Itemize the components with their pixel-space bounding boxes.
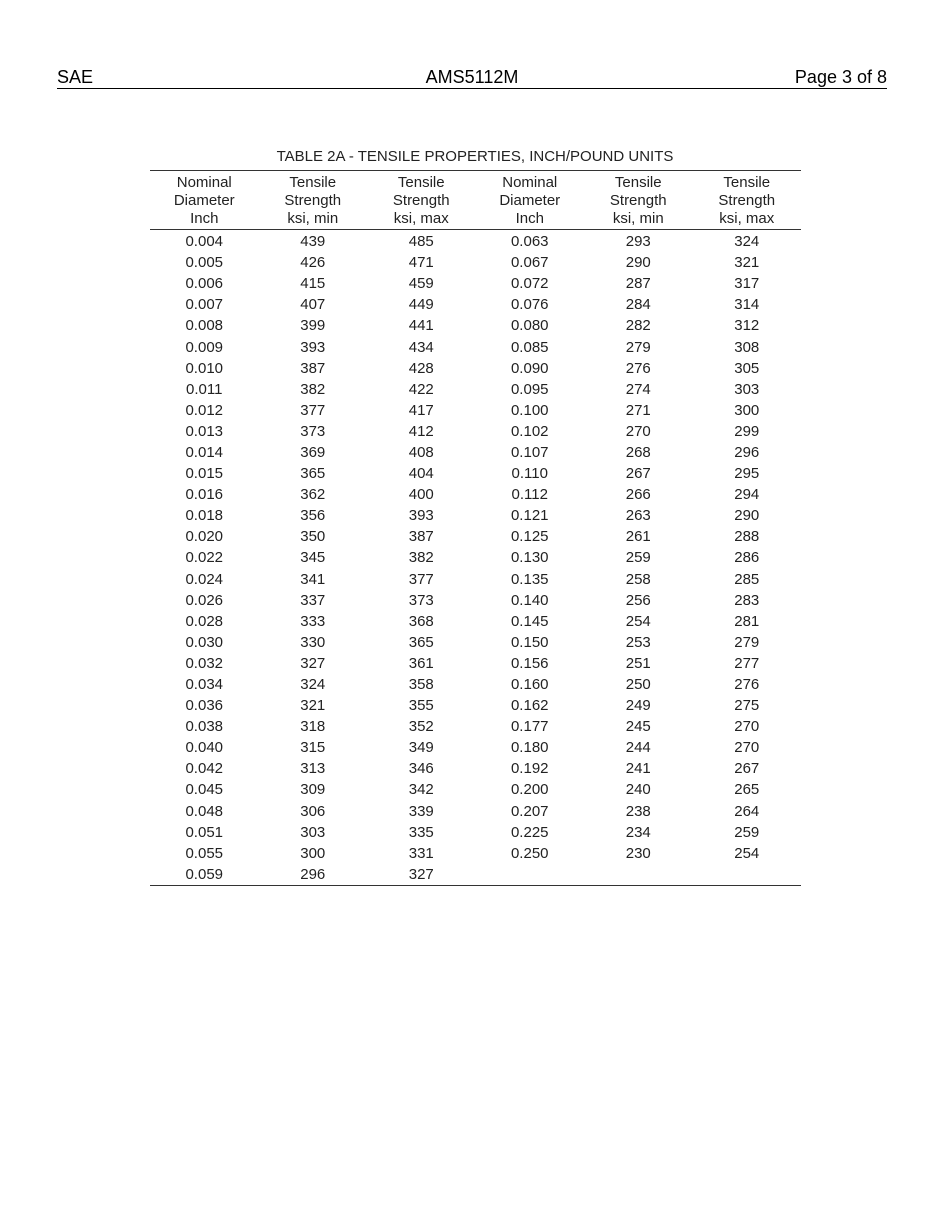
table-cell: 426: [300, 254, 326, 272]
table-cell: 377: [408, 570, 434, 588]
table-cell: 317: [734, 275, 760, 293]
table-cell: 415: [300, 275, 326, 293]
table-cell: 412: [408, 422, 434, 440]
table-cell: 365: [300, 465, 326, 483]
table-cell: 254: [734, 844, 760, 862]
table-row: [150, 695, 801, 716]
table-cell: 0.020: [185, 528, 224, 546]
table-cell: 422: [408, 380, 434, 398]
column-header: [367, 171, 476, 230]
table-cell: 339: [408, 802, 434, 820]
table-row: [150, 484, 801, 505]
table-cell: 0.200: [510, 781, 549, 799]
table-cell: 0.112: [511, 486, 548, 504]
table-cell: 350: [300, 528, 326, 546]
table-cell: 312: [734, 317, 760, 335]
table-cell: 0.004: [185, 233, 224, 251]
table-cell: 270: [625, 422, 651, 440]
table-cell: 0.250: [510, 844, 549, 862]
table-cell: 293: [625, 233, 651, 251]
table-cell: 296: [734, 443, 760, 461]
table-cell: 0.121: [510, 507, 549, 525]
table-cell: 356: [300, 507, 326, 525]
table-cell: 345: [300, 549, 326, 567]
table-cell: 234: [625, 823, 651, 841]
table-cell: 254: [625, 612, 651, 630]
table-cell: 459: [408, 275, 434, 293]
table-cell: 299: [734, 422, 760, 440]
table-cell: 240: [625, 781, 651, 799]
table-cell: 250: [625, 676, 651, 694]
table-cell: 0.125: [510, 528, 549, 546]
column-header-line: Strength: [392, 192, 450, 209]
table-row: [150, 611, 801, 632]
column-header-line: Tensile: [397, 174, 445, 191]
table-cell: 324: [734, 233, 760, 251]
table-cell: 335: [408, 823, 434, 841]
table-cell: 471: [408, 254, 434, 272]
table-cell: 0.160: [510, 676, 549, 694]
table-row: [150, 632, 801, 653]
table-cell: 288: [734, 528, 760, 546]
table-cell: 0.008: [185, 317, 224, 335]
table-cell: 485: [408, 233, 434, 251]
table-cell: 373: [300, 422, 326, 440]
column-header-line: Inch: [190, 210, 219, 227]
table-cell: 303: [734, 380, 760, 398]
column-header-line: Inch: [515, 210, 544, 227]
table-cell: 321: [300, 697, 326, 715]
table-cell: 368: [408, 612, 434, 630]
table-row: [150, 674, 801, 695]
column-header: [259, 171, 368, 230]
table-cell: 0.014: [185, 443, 224, 461]
table-cell: 0.028: [185, 612, 224, 630]
table-row: [150, 864, 801, 886]
table-cell: 249: [625, 697, 651, 715]
table-cell: 0.026: [185, 591, 224, 609]
header-organization: SAE: [57, 67, 94, 87]
tensile-properties-table: [150, 170, 801, 886]
table-cell: 362: [300, 486, 326, 504]
table-cell: 0.080: [510, 317, 549, 335]
table-cell: 0.072: [510, 275, 549, 293]
table-cell: 279: [625, 338, 651, 356]
table-row: [150, 294, 801, 315]
table-row: [150, 379, 801, 400]
table-cell: 0.059: [185, 865, 224, 883]
table-cell: 267: [625, 465, 651, 483]
table-cell: [584, 864, 693, 886]
table-cell: 0.055: [185, 844, 224, 862]
table-cell: 267: [734, 760, 760, 778]
table-cell: 295: [734, 465, 760, 483]
table-cell: 314: [734, 296, 760, 314]
table-title: TABLE 2A - TENSILE PROPERTIES, INCH/POUND UNITS: [276, 148, 674, 165]
table-cell: 0.024: [185, 570, 224, 588]
table-cell: 373: [408, 591, 434, 609]
table-cell: 0.067: [510, 254, 549, 272]
table-cell: 241: [625, 760, 651, 778]
table-cell: 308: [734, 338, 760, 356]
table-cell: 382: [408, 549, 434, 567]
table-cell: 0.162: [510, 697, 549, 715]
table-cell: 251: [625, 654, 651, 672]
table-cell: 309: [300, 781, 326, 799]
table-row: [150, 590, 801, 611]
table-row: [150, 547, 801, 568]
table-cell: 286: [734, 549, 760, 567]
table-cell: 400: [408, 486, 434, 504]
table-body: [150, 230, 801, 886]
table-cell: 313: [300, 760, 326, 778]
table-cell: 0.090: [510, 359, 549, 377]
table-cell: 0.030: [185, 633, 224, 651]
table-cell: 253: [625, 633, 651, 651]
table-row: [150, 442, 801, 463]
column-header-line: Diameter: [173, 192, 235, 209]
column-header-line: Nominal: [502, 174, 558, 191]
table-cell: 352: [408, 718, 434, 736]
table-row: [150, 358, 801, 379]
table-cell: 300: [300, 844, 326, 862]
table-cell: 259: [734, 823, 760, 841]
table-cell: 238: [625, 802, 651, 820]
table-row: [150, 779, 801, 800]
table-cell: 265: [734, 781, 760, 799]
table-cell: 284: [625, 296, 651, 314]
table-cell: 346: [408, 760, 434, 778]
table-cell: 0.015: [185, 465, 224, 483]
table-cell: 393: [408, 507, 434, 525]
table-cell: 387: [300, 359, 326, 377]
table-cell: 0.100: [510, 401, 549, 419]
column-header-line: Tensile: [614, 174, 662, 191]
table-cell: 434: [408, 338, 434, 356]
table-cell: 283: [734, 591, 760, 609]
table-cell: 358: [408, 676, 434, 694]
table-cell: 0.006: [185, 275, 224, 293]
table-cell: 0.135: [510, 570, 549, 588]
table-cell: 0.207: [510, 802, 549, 820]
table-cell: 0.007: [185, 296, 224, 314]
table-cell: 0.012: [185, 401, 224, 419]
table-cell: 282: [625, 317, 651, 335]
table-cell: 300: [734, 401, 760, 419]
page-header: [57, 66, 887, 89]
table-cell: 0.110: [511, 465, 548, 483]
table-cell: 315: [300, 739, 326, 757]
table-cell: 408: [408, 443, 434, 461]
table-cell: 277: [734, 654, 760, 672]
table-row: [150, 421, 801, 442]
table-cell: 294: [734, 486, 760, 504]
table-cell: 0.150: [510, 633, 549, 651]
column-header-line: Diameter: [499, 192, 561, 209]
table-cell: 439: [300, 233, 326, 251]
column-header-line: ksi, max: [393, 210, 449, 227]
table-row: [150, 801, 801, 822]
table-row: [150, 843, 801, 864]
table-header: [150, 171, 801, 230]
table-cell: 0.095: [510, 380, 549, 398]
table-cell: 337: [300, 591, 326, 609]
table-cell: 264: [734, 802, 760, 820]
table-cell: 258: [625, 570, 651, 588]
table-row: [150, 526, 801, 547]
table-cell: 428: [408, 359, 434, 377]
table-cell: 330: [300, 633, 326, 651]
table-cell: [693, 864, 802, 886]
table-cell: 0.225: [510, 823, 549, 841]
column-header-line: Tensile: [723, 174, 771, 191]
table-row: [150, 653, 801, 674]
table-cell: 0.040: [185, 739, 224, 757]
table-cell: 281: [734, 612, 760, 630]
table-cell: 276: [734, 676, 760, 694]
table-cell: 303: [300, 823, 326, 841]
header-document-number: AMS5112M: [425, 67, 519, 87]
table-cell: 256: [625, 591, 651, 609]
column-header-line: Tensile: [289, 174, 337, 191]
table-cell: 0.042: [185, 760, 224, 778]
table-cell: 266: [625, 486, 651, 504]
column-header: [584, 171, 693, 230]
table-cell: 0.013: [185, 422, 224, 440]
table-cell: 365: [408, 633, 434, 651]
table-cell: 377: [300, 401, 326, 419]
table-cell: 393: [300, 338, 326, 356]
table-row: [150, 315, 801, 336]
table-cell: 276: [625, 359, 651, 377]
table-cell: 361: [408, 654, 434, 672]
table-cell: 333: [300, 612, 326, 630]
table-cell: 0.011: [186, 380, 223, 398]
table-cell: 449: [408, 296, 434, 314]
table-cell: 324: [300, 676, 326, 694]
table-cell: 0.156: [510, 654, 549, 672]
table-cell: 0.036: [185, 697, 224, 715]
header-page-number: Page 3 of 8: [794, 67, 887, 87]
column-header-line: Strength: [284, 192, 342, 209]
table-cell: 230: [625, 844, 651, 862]
table-cell: 318: [300, 718, 326, 736]
table-cell: 0.145: [510, 612, 549, 630]
table-cell: 290: [625, 254, 651, 272]
table-cell: 259: [625, 549, 651, 567]
table-cell: 341: [300, 570, 326, 588]
column-header: [150, 171, 259, 230]
column-header-line: ksi, min: [287, 210, 339, 227]
table-cell: 327: [408, 865, 434, 883]
table-cell: 349: [408, 739, 434, 757]
table-cell: 296: [300, 865, 326, 883]
table-cell: 0.048: [185, 802, 224, 820]
table-row: [150, 336, 801, 357]
table-cell: 0.107: [510, 443, 549, 461]
table-cell: 285: [734, 570, 760, 588]
table-cell: 0.038: [185, 718, 224, 736]
column-header-line: Nominal: [176, 174, 232, 191]
table-cell: 0.180: [510, 739, 549, 757]
table-cell: 387: [408, 528, 434, 546]
table-cell: 342: [408, 781, 434, 799]
table-cell: 279: [734, 633, 760, 651]
table-cell: 0.022: [185, 549, 224, 567]
table-row: [150, 273, 801, 294]
table-cell: 0.130: [510, 549, 549, 567]
table-cell: 306: [300, 802, 326, 820]
table-cell: 245: [625, 718, 651, 736]
table-row: [150, 716, 801, 737]
table-cell: 399: [300, 317, 326, 335]
table-cell: 321: [734, 254, 760, 272]
table-cell: 0.140: [510, 591, 549, 609]
table-cell: 0.016: [185, 486, 224, 504]
column-header: [476, 171, 585, 230]
table-cell: 0.076: [510, 296, 549, 314]
table-cell: 270: [734, 718, 760, 736]
column-header-line: ksi, max: [719, 210, 775, 227]
table-cell: 0.192: [510, 760, 549, 778]
table-cell: 0.034: [185, 676, 224, 694]
table-row: [150, 758, 801, 779]
table-cell: 275: [734, 697, 760, 715]
column-header-line: Strength: [718, 192, 776, 209]
table-cell: 369: [300, 443, 326, 461]
table-cell: [476, 864, 585, 886]
table-cell: 274: [625, 380, 651, 398]
table-row: [150, 569, 801, 590]
table-row: [150, 505, 801, 526]
table-cell: 0.045: [185, 781, 224, 799]
table-cell: 0.018: [185, 507, 224, 525]
table-cell: 0.177: [510, 718, 549, 736]
table-row: [150, 252, 801, 273]
table-cell: 0.005: [185, 254, 224, 272]
table-row: [150, 822, 801, 843]
table-cell: 407: [300, 296, 326, 314]
table-cell: 0.051: [185, 823, 224, 841]
table-cell: 287: [625, 275, 651, 293]
table-cell: 404: [408, 465, 434, 483]
table-cell: 305: [734, 359, 760, 377]
table-cell: 0.010: [185, 359, 224, 377]
table-cell: 331: [408, 844, 434, 862]
table-row: [150, 230, 801, 253]
table-row: [150, 463, 801, 484]
column-header-line: Strength: [609, 192, 667, 209]
table-cell: 270: [734, 739, 760, 757]
table-cell: 0.102: [510, 422, 549, 440]
table-header-row: [150, 171, 801, 230]
table-cell: 271: [625, 401, 651, 419]
table-cell: 382: [300, 380, 326, 398]
table-cell: 263: [625, 507, 651, 525]
column-header-line: ksi, min: [612, 210, 664, 227]
table-cell: 417: [408, 401, 434, 419]
table-cell: 0.063: [510, 233, 549, 251]
table-cell: 441: [408, 317, 434, 335]
table-cell: 0.009: [185, 338, 224, 356]
table-cell: 290: [734, 507, 760, 525]
column-header: [693, 171, 802, 230]
table-cell: 0.032: [185, 654, 224, 672]
table-row: [150, 400, 801, 421]
table-cell: 327: [300, 654, 326, 672]
table-cell: 268: [625, 443, 651, 461]
table-cell: 244: [625, 739, 651, 757]
table-cell: 261: [625, 528, 651, 546]
table-cell: 355: [408, 697, 434, 715]
table-row: [150, 737, 801, 758]
table-cell: 0.085: [510, 338, 549, 356]
